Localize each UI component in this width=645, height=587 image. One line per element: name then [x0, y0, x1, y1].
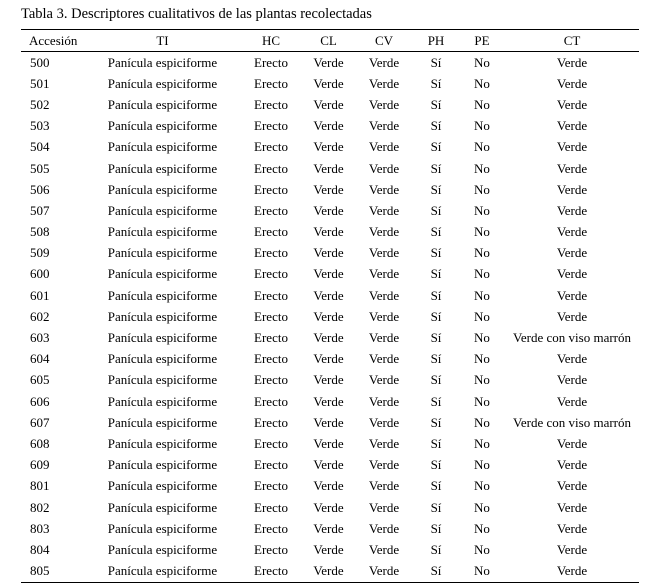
cell-ct: Verde [556, 75, 588, 91]
table-row [21, 306, 639, 327]
cell-cl: Verde [313, 96, 344, 112]
cell-cv: Verde [368, 118, 400, 134]
cell-ti: Panícula espiciforme [107, 181, 218, 197]
table-row [21, 349, 639, 370]
cell-ph: Sí [430, 245, 442, 261]
cell-accesion: 502 [30, 96, 50, 112]
cell-cl: Verde [313, 414, 344, 430]
cell-ph: Sí [430, 541, 442, 557]
cell-accesion: 504 [30, 139, 50, 155]
cell-ct: Verde [556, 287, 588, 303]
cell-ti: Panícula espiciforme [107, 54, 218, 70]
cell-ph: Sí [430, 351, 442, 367]
cell-ti: Panícula espiciforme [107, 435, 218, 451]
cell-pe: No [474, 181, 490, 197]
cell-pe: No [474, 96, 490, 112]
descriptors-table [21, 29, 639, 583]
cell-cv: Verde [368, 287, 400, 303]
cell-cv: Verde [368, 351, 400, 367]
cell-cl: Verde [313, 330, 344, 346]
cell-ti: Panícula espiciforme [107, 96, 218, 112]
cell-ph: Sí [430, 266, 442, 282]
cell-ph: Sí [430, 181, 442, 197]
cell-ct: Verde con viso marrón [512, 330, 632, 346]
table-row [21, 137, 639, 158]
cell-cl: Verde [313, 372, 344, 388]
cell-ct: Verde [556, 202, 588, 218]
cell-hc: Erecto [254, 245, 288, 261]
cell-ph: Sí [430, 330, 442, 346]
cell-hc: Erecto [254, 351, 288, 367]
cell-cv: Verde [368, 393, 400, 409]
cell-hc: Erecto [254, 520, 288, 536]
cell-ct: Verde [556, 266, 588, 282]
table-row [21, 476, 639, 497]
cell-accesion: 503 [30, 118, 50, 134]
cell-accesion: 609 [30, 457, 50, 473]
cell-cl: Verde [313, 75, 344, 91]
cell-ph: Sí [430, 372, 442, 388]
cell-ct: Verde [556, 563, 588, 579]
cell-pe: No [474, 330, 490, 346]
cell-pe: No [474, 435, 490, 451]
cell-hc: Erecto [254, 563, 288, 579]
cell-accesion: 802 [30, 499, 50, 515]
table-row [21, 200, 639, 221]
cell-hc: Erecto [254, 224, 288, 240]
cell-ct: Verde [556, 372, 588, 388]
cell-ph: Sí [430, 478, 442, 494]
cell-ct: Verde [556, 457, 588, 473]
cell-ti: Panícula espiciforme [107, 202, 218, 218]
cell-hc: Erecto [254, 330, 288, 346]
table-row [21, 327, 639, 348]
cell-hc: Erecto [254, 54, 288, 70]
cell-hc: Erecto [254, 414, 288, 430]
cell-pe: No [474, 139, 490, 155]
cell-ti: Panícula espiciforme [107, 224, 218, 240]
header-hc: HC [261, 32, 281, 48]
cell-ct: Verde con viso marrón [512, 414, 632, 430]
cell-ct: Verde [556, 478, 588, 494]
cell-ct: Verde [556, 96, 588, 112]
header-cl: CL [320, 32, 337, 48]
cell-hc: Erecto [254, 372, 288, 388]
cell-pe: No [474, 541, 490, 557]
cell-ti: Panícula espiciforme [107, 414, 218, 430]
cell-cv: Verde [368, 541, 400, 557]
cell-cv: Verde [368, 499, 400, 515]
cell-cl: Verde [313, 308, 344, 324]
cell-cl: Verde [313, 351, 344, 367]
cell-cl: Verde [313, 520, 344, 536]
cell-hc: Erecto [254, 287, 288, 303]
cell-ti: Panícula espiciforme [107, 457, 218, 473]
cell-cv: Verde [368, 139, 400, 155]
cell-hc: Erecto [254, 499, 288, 515]
cell-ct: Verde [556, 160, 588, 176]
cell-accesion: 603 [30, 330, 50, 346]
cell-pe: No [474, 414, 490, 430]
cell-ti: Panícula espiciforme [107, 160, 218, 176]
cell-ph: Sí [430, 202, 442, 218]
header-pe: PE [474, 32, 490, 48]
cell-cv: Verde [368, 266, 400, 282]
cell-cl: Verde [313, 457, 344, 473]
cell-accesion: 601 [30, 287, 50, 303]
header-accesion: Accesión [29, 32, 78, 48]
cell-pe: No [474, 372, 490, 388]
cell-hc: Erecto [254, 435, 288, 451]
cell-accesion: 803 [30, 520, 50, 536]
cell-ti: Panícula espiciforme [107, 541, 218, 557]
table-header [21, 30, 639, 52]
cell-ph: Sí [430, 563, 442, 579]
cell-accesion: 608 [30, 435, 50, 451]
cell-hc: Erecto [254, 266, 288, 282]
table-row [21, 518, 639, 539]
cell-accesion: 606 [30, 393, 50, 409]
cell-ct: Verde [556, 541, 588, 557]
cell-pe: No [474, 118, 490, 134]
cell-accesion: 505 [30, 160, 50, 176]
cell-pe: No [474, 202, 490, 218]
cell-cv: Verde [368, 96, 400, 112]
cell-accesion: 604 [30, 351, 50, 367]
table-row [21, 243, 639, 264]
cell-accesion: 607 [30, 414, 50, 430]
cell-ti: Panícula espiciforme [107, 266, 218, 282]
cell-hc: Erecto [254, 478, 288, 494]
cell-ti: Panícula espiciforme [107, 351, 218, 367]
cell-cl: Verde [313, 541, 344, 557]
cell-ph: Sí [430, 308, 442, 324]
cell-cl: Verde [313, 202, 344, 218]
cell-cl: Verde [313, 160, 344, 176]
cell-hc: Erecto [254, 75, 288, 91]
cell-cl: Verde [313, 118, 344, 134]
cell-pe: No [474, 499, 490, 515]
cell-cl: Verde [313, 181, 344, 197]
cell-ct: Verde [556, 499, 588, 515]
cell-ph: Sí [430, 287, 442, 303]
cell-accesion: 805 [30, 563, 50, 579]
cell-cl: Verde [313, 266, 344, 282]
cell-accesion: 804 [30, 541, 50, 557]
table-row [21, 539, 639, 560]
cell-ti: Panícula espiciforme [107, 118, 218, 134]
cell-pe: No [474, 245, 490, 261]
cell-hc: Erecto [254, 181, 288, 197]
cell-pe: No [474, 160, 490, 176]
cell-cl: Verde [313, 287, 344, 303]
cell-ct: Verde [556, 435, 588, 451]
table-caption: Tabla 3. Descriptores cualitativos de las plantas recolectadas [21, 6, 372, 22]
cell-hc: Erecto [254, 308, 288, 324]
cell-ph: Sí [430, 435, 442, 451]
cell-hc: Erecto [254, 457, 288, 473]
cell-ti: Panícula espiciforme [107, 245, 218, 261]
cell-cv: Verde [368, 372, 400, 388]
cell-cv: Verde [368, 54, 400, 70]
table-row [21, 433, 639, 454]
cell-pe: No [474, 457, 490, 473]
cell-accesion: 500 [30, 54, 50, 70]
cell-cv: Verde [368, 435, 400, 451]
table-row [21, 116, 639, 137]
cell-hc: Erecto [254, 541, 288, 557]
cell-ct: Verde [556, 245, 588, 261]
table-row [21, 94, 639, 115]
cell-ti: Panícula espiciforme [107, 139, 218, 155]
table-row [21, 179, 639, 200]
header-ct: CT [563, 32, 581, 48]
cell-ti: Panícula espiciforme [107, 75, 218, 91]
table-row [21, 222, 639, 243]
cell-cv: Verde [368, 308, 400, 324]
cell-hc: Erecto [254, 202, 288, 218]
cell-pe: No [474, 224, 490, 240]
cell-ct: Verde [556, 181, 588, 197]
cell-accesion: 801 [30, 478, 50, 494]
header-ti: TI [156, 32, 169, 48]
cell-ct: Verde [556, 54, 588, 70]
cell-cv: Verde [368, 457, 400, 473]
cell-ph: Sí [430, 96, 442, 112]
cell-cv: Verde [368, 520, 400, 536]
cell-pe: No [474, 308, 490, 324]
table-row [21, 264, 639, 285]
header-row [21, 30, 639, 52]
cell-ct: Verde [556, 351, 588, 367]
cell-ti: Panícula espiciforme [107, 520, 218, 536]
table-row [21, 370, 639, 391]
table-row [21, 561, 639, 583]
table-row [21, 52, 639, 74]
cell-cv: Verde [368, 563, 400, 579]
cell-ph: Sí [430, 118, 442, 134]
cell-hc: Erecto [254, 139, 288, 155]
cell-hc: Erecto [254, 160, 288, 176]
cell-ti: Panícula espiciforme [107, 308, 218, 324]
cell-cl: Verde [313, 393, 344, 409]
cell-cl: Verde [313, 139, 344, 155]
table-row [21, 412, 639, 433]
cell-ct: Verde [556, 118, 588, 134]
table-row [21, 73, 639, 94]
cell-cv: Verde [368, 160, 400, 176]
cell-accesion: 507 [30, 202, 50, 218]
cell-ti: Panícula espiciforme [107, 563, 218, 579]
cell-accesion: 509 [30, 245, 50, 261]
cell-cv: Verde [368, 478, 400, 494]
cell-ti: Panícula espiciforme [107, 330, 218, 346]
cell-pe: No [474, 563, 490, 579]
cell-ct: Verde [556, 224, 588, 240]
cell-cv: Verde [368, 245, 400, 261]
cell-cl: Verde [313, 245, 344, 261]
cell-ph: Sí [430, 54, 442, 70]
cell-hc: Erecto [254, 393, 288, 409]
cell-ph: Sí [430, 75, 442, 91]
cell-ct: Verde [556, 308, 588, 324]
cell-ct: Verde [556, 139, 588, 155]
cell-pe: No [474, 351, 490, 367]
cell-cv: Verde [368, 414, 400, 430]
cell-ct: Verde [556, 520, 588, 536]
cell-accesion: 605 [30, 372, 50, 388]
cell-ti: Panícula espiciforme [107, 287, 218, 303]
cell-ti: Panícula espiciforme [107, 499, 218, 515]
cell-cl: Verde [313, 54, 344, 70]
cell-pe: No [474, 75, 490, 91]
cell-cv: Verde [368, 202, 400, 218]
cell-accesion: 501 [30, 75, 50, 91]
cell-accesion: 508 [30, 224, 50, 240]
cell-hc: Erecto [254, 118, 288, 134]
cell-pe: No [474, 287, 490, 303]
cell-accesion: 602 [30, 308, 50, 324]
cell-ct: Verde [556, 393, 588, 409]
cell-cv: Verde [368, 330, 400, 346]
cell-ti: Panícula espiciforme [107, 393, 218, 409]
table-row [21, 285, 639, 306]
cell-pe: No [474, 54, 490, 70]
cell-ph: Sí [430, 457, 442, 473]
cell-ph: Sí [430, 393, 442, 409]
cell-pe: No [474, 520, 490, 536]
cell-pe: No [474, 478, 490, 494]
header-ph: PH [427, 32, 445, 48]
table-row [21, 497, 639, 518]
cell-accesion: 506 [30, 181, 50, 197]
cell-ph: Sí [430, 160, 442, 176]
cell-ti: Panícula espiciforme [107, 372, 218, 388]
cell-pe: No [474, 266, 490, 282]
table-row [21, 158, 639, 179]
cell-cl: Verde [313, 499, 344, 515]
cell-ph: Sí [430, 139, 442, 155]
cell-cv: Verde [368, 181, 400, 197]
cell-ph: Sí [430, 499, 442, 515]
cell-ti: Panícula espiciforme [107, 478, 218, 494]
table-row [21, 455, 639, 476]
cell-accesion: 600 [30, 266, 50, 282]
cell-cv: Verde [368, 224, 400, 240]
header-cv: CV [374, 32, 394, 48]
cell-cl: Verde [313, 478, 344, 494]
table-body [21, 52, 639, 583]
cell-ph: Sí [430, 224, 442, 240]
cell-hc: Erecto [254, 96, 288, 112]
cell-ph: Sí [430, 414, 442, 430]
cell-cl: Verde [313, 224, 344, 240]
cell-cl: Verde [313, 435, 344, 451]
cell-ph: Sí [430, 520, 442, 536]
cell-cl: Verde [313, 563, 344, 579]
cell-pe: No [474, 393, 490, 409]
cell-cv: Verde [368, 75, 400, 91]
table-row [21, 391, 639, 412]
